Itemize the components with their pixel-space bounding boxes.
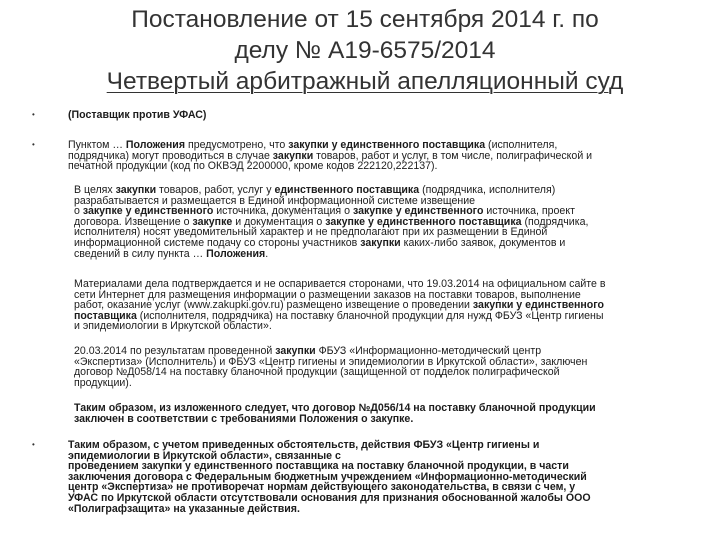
paragraph-4 (74, 346, 587, 388)
title-line-1: Постановление от 15 сентября 2014 г. по (131, 6, 599, 33)
text-line: проведением закупки у единственного поставщика на поставку бланочной продукции, в части (68, 460, 569, 473)
bullet-2: • (32, 140, 35, 149)
text-line: В целях закупки товаров, работ, услуг у единственного поставщика (подрядчика, исполнителя) (74, 184, 556, 196)
court-name: Четвертый арбитражный апелляционный суд (106, 68, 624, 95)
text-line: о закупке у единственного источника, документация о закупке у единственного источника, проект (74, 205, 575, 218)
paragraph-5-conclusion (74, 403, 596, 424)
text-line: договора. Извещение о закупке и документация о закупке у единственного поставщика (подрядчика, (74, 215, 589, 228)
text-line: поставщика (исполнителя, подрядчика) на поставку бланочной продукции для нужд ФБУЗ «Центр гигиены (74, 309, 604, 322)
paragraph-2 (74, 185, 588, 259)
text-line: «Полиграфзащита» на указанные действия. (68, 502, 300, 515)
paragraph-3 (74, 279, 605, 332)
text-line: договор №Д058/14 на поставку бланочной продукции (защищенной от подделок полиграфической (74, 366, 560, 379)
text-line: 20.03.2014 по результатам проведенной закупки ФБУЗ «Информационно-методический центр (74, 345, 542, 357)
text-line: эпидемиологии в Иркутской области», связанные с (68, 449, 341, 462)
text-line: информационной системе подачу со стороны участников закупки каких-либо заявок, документов и (74, 236, 566, 249)
case-parties-label: (Поставщик против УФАС) (68, 109, 207, 121)
text-line: разрабатывается и размещается в Единой информационной системе извещение (74, 194, 476, 207)
text-line: заключен в соответствии с требованиями Положения о закупке. (74, 412, 414, 425)
text-line: заключения договора с Федеральным бюджетным учреждением «Информационно-методический (68, 470, 587, 483)
text-line: и эпидемиологии в Иркутской области». (74, 320, 272, 333)
paragraph-1 (68, 140, 592, 172)
text-line: Пунктом … Положения предусмотрено, что закупки у единственного поставщика (исполнителя, (68, 139, 558, 151)
text-line: «Экспертиза» (Исполнитель) и ФБУЗ «Центр гигиены и эпидемиологии в Иркутской области», заключен (74, 355, 588, 368)
text-line: сети Интернет для размещения информации о размещении заказов на поставки товаров, выполнение (74, 288, 581, 301)
text-line: Материалами дела подтверждается и не оспаривается сторонами, что 19.03.2014 на официальном сайте в (74, 278, 606, 290)
title-line-2: делу № А19-6575/2014 (234, 37, 496, 64)
text-line: центр «Экспертиза» не противоречат нормам действующего законодательства, в связи с чем, у (68, 481, 576, 494)
bullet-1: • (32, 110, 35, 119)
bullet-3: • (32, 440, 35, 449)
text-line: Таким образом, из изложенного следует, что договор №Д056/14 на поставку бланочной продукции (74, 402, 596, 414)
text-line: УФАС по Иркутской области отсутствовали основания для признания обоснованной жалобы ООО (68, 491, 591, 504)
text-line: исполнителя) носят уведомительный характер и не предполагают при их размещении в Единой (74, 226, 548, 239)
text-line: Таким образом, с учетом приведенных обстоятельств, действия ФБУЗ «Центр гигиены и (68, 439, 540, 451)
text-line: продукции). (74, 376, 132, 389)
text-line: работ, оказание услуг (www.zakupki.gov.ru) размещено извещение о проведении закупки у единственного (74, 299, 605, 312)
text-line: сведений в силу пункта … Положения. (74, 247, 269, 260)
text-line: печатной продукции (код по ОКВЭД 2200000, кроме кодов 222120,222137). (68, 160, 438, 173)
text-line: подрядчика) могут проводиться в случае закупки товаров, работ и услуг, в том числе, полиграфической и (68, 149, 593, 162)
paragraph-6-final-conclusion (68, 440, 591, 514)
